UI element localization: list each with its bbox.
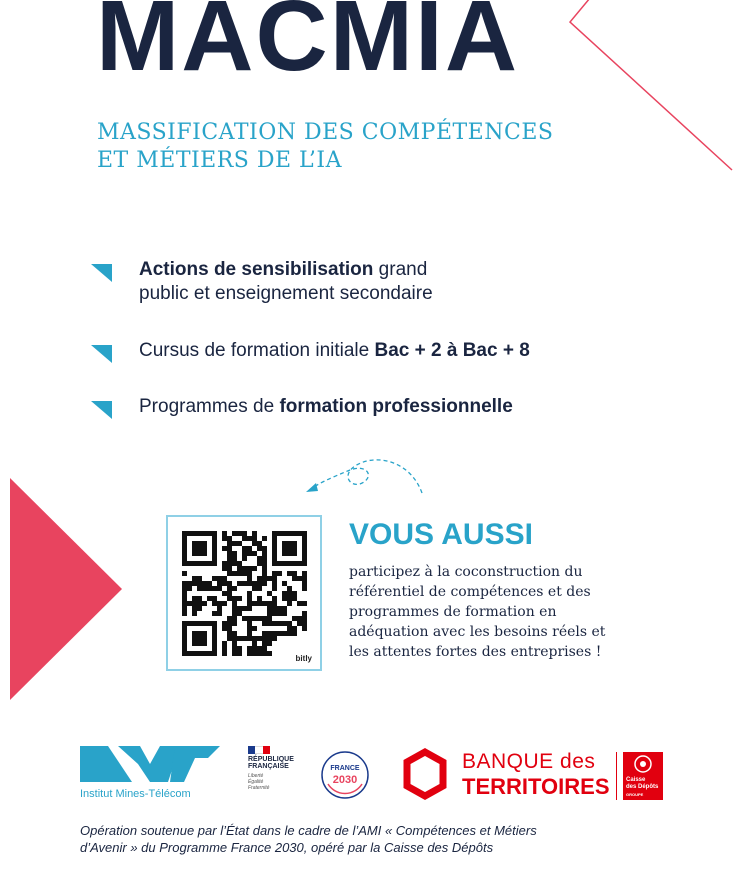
footer-note <box>80 822 680 856</box>
banque-line1: BANQUE des <box>462 750 596 773</box>
cdc-emblem-icon <box>623 752 663 776</box>
bullet-bold-text: formation professionnelle <box>279 396 513 417</box>
bullet-bold-text: Bac + 2 à Bac + 8 <box>374 340 530 361</box>
hexagon-icon <box>402 748 448 800</box>
cta-text-line: les attentes fortes des entreprises ! <box>349 644 602 660</box>
subtitle-line: MASSIFICATION DES COMPÉTENCES <box>97 120 554 145</box>
caisse-des-depots-logo <box>623 752 663 800</box>
qr-brand-label: bitly <box>295 654 312 663</box>
footer-line: Opération soutenue par l’État dans le cadre de l’AMI « Compétences et Métiers <box>80 823 537 838</box>
subtitle-line: ET MÉTIERS DE L’IA <box>97 148 342 173</box>
cdc-line: Caisse <box>626 777 646 783</box>
cta-text <box>349 562 649 662</box>
banque-line2: TERRITOIRES <box>462 774 610 799</box>
marianne-flag-icon <box>248 746 270 754</box>
imt-logo-label: Institut Mines-Télécom <box>80 788 191 800</box>
republique-francaise-logo <box>248 746 308 802</box>
bullet-triangle-icon <box>91 401 112 419</box>
cta-text-line: référentiel de compétences et des <box>349 584 591 600</box>
bullet-triangle-icon <box>91 345 112 363</box>
dashed-arrow-icon <box>300 448 430 503</box>
republique-line: RÉPUBLIQUE <box>248 756 294 763</box>
decorative-outline-triangle <box>560 0 735 175</box>
republique-motto: Égalité <box>248 779 264 785</box>
cta-title: VOUS AUSSI <box>349 518 533 551</box>
imt-logo <box>80 744 230 804</box>
bullet-text: Cursus de formation initiale <box>139 340 375 361</box>
france-2030-bottom: 2030 <box>332 774 358 786</box>
page-title: MACMIA <box>96 0 520 92</box>
page-subtitle <box>97 119 553 175</box>
cta-text-line: adéquation avec les besoins réels et <box>349 624 606 640</box>
qr-code-frame[interactable] <box>166 515 322 671</box>
banque-des-territoires-logo <box>402 748 617 802</box>
imt-logo-icon <box>80 744 220 784</box>
republique-motto: Liberté <box>248 773 264 779</box>
cta-text-line: participez à la coconstruction du <box>349 564 583 580</box>
republique-motto: Fraternité <box>248 785 270 791</box>
bullet-text: Programmes de <box>139 396 280 417</box>
bullet-text: grand <box>373 259 428 280</box>
france-2030-top: FRANCE <box>330 765 360 772</box>
logo-divider <box>616 752 617 800</box>
bullet-bold-text: Actions de sensibilisation <box>139 259 374 280</box>
cta-text-line: programmes de formation en <box>349 604 557 620</box>
qr-code-icon[interactable] <box>168 517 320 669</box>
cdc-line: GROUPE <box>626 792 644 797</box>
bullet-triangle-icon <box>91 264 112 282</box>
republique-line: FRANÇAISE <box>248 763 289 770</box>
footer-line: d’Avenir » du Programme France 2030, opéré par la Caisse des Dépôts <box>80 840 494 855</box>
decorative-red-triangle <box>0 478 130 700</box>
bullet-text: public et enseignement secondaire <box>139 283 433 304</box>
france-2030-logo <box>320 750 370 800</box>
cdc-line: des Dépôts <box>626 784 659 790</box>
